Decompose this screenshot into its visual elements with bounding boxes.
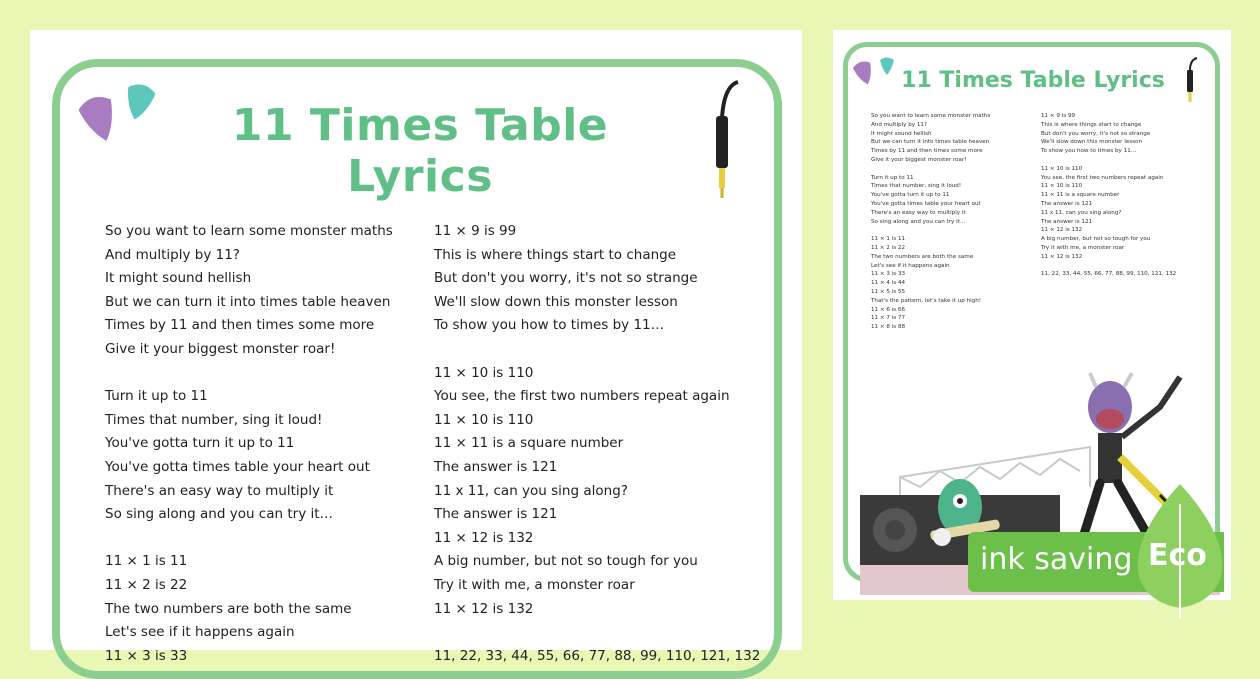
lyric-line: Times by 11 and then times some more xyxy=(105,317,375,334)
lyric-line: There's an easy way to multiply it xyxy=(871,209,966,216)
lyric-line: But we can turn it into times table heaven xyxy=(105,293,391,310)
stanza-gap xyxy=(1041,262,1211,271)
lyric-line: 11 × 6 is 66 xyxy=(871,306,906,313)
lyric-line: So you want to learn some monster maths xyxy=(105,223,393,239)
lyric-line: You've gotta times table your heart out xyxy=(105,458,370,475)
stanza-gap xyxy=(434,338,764,362)
lyric-line: 11 × 12 is 132 xyxy=(434,600,534,617)
lyric-line: Give it your biggest monster roar! xyxy=(871,156,967,163)
lyric-line: So you want to learn some monster maths xyxy=(871,113,991,119)
stanza-gap xyxy=(105,527,425,551)
lyric-line: You've gotta times table your heart out xyxy=(871,200,981,207)
preview-pick-purple-icon xyxy=(853,60,875,86)
preview-cable-icon xyxy=(1183,56,1199,104)
lyric-line: You've gotta turn it up to 11 xyxy=(871,192,950,199)
lyric-line: 11 x 11, can you sing along? xyxy=(434,482,628,499)
lyric-line: The two numbers are both the same xyxy=(105,600,352,617)
lyric-line: And multiply by 11? xyxy=(871,121,927,128)
lyric-line: Times by 11 and then times some more xyxy=(871,148,983,155)
lyric-line: This is where things start to change xyxy=(1041,121,1142,128)
preview-lyrics-right xyxy=(1041,112,1211,279)
lyric-line: You've gotta turn it up to 11 xyxy=(105,435,295,452)
lyric-line: That's the pattern, let's take it up high! xyxy=(871,297,982,304)
lyric-line: 11 × 10 is 110 xyxy=(434,364,534,381)
lyric-line: A big number, but not so tough for you xyxy=(434,553,698,570)
preview-lyrics-left xyxy=(871,112,1031,332)
guitar-pick-teal-icon xyxy=(122,82,156,122)
lyric-line: It might sound hellish xyxy=(105,270,252,287)
lyric-line: But we can turn it into times table heaven xyxy=(871,139,990,146)
lyric-line: 11 × 3 is 33 xyxy=(105,647,188,664)
lyric-line: To show you how to times by 11… xyxy=(434,317,665,334)
preview-title: 11 Times Table Lyrics xyxy=(901,68,1165,93)
lyric-line: Turn it up to 11 xyxy=(871,174,914,181)
lyric-line: 11 × 7 is 77 xyxy=(871,315,906,322)
ink-saving-label: ink saving xyxy=(980,542,1133,577)
lyric-line: So sing along and you can try it… xyxy=(105,506,334,523)
lyric-line: 11 × 5 is 55 xyxy=(871,288,906,295)
lyric-line: The answer is 121 xyxy=(434,506,558,523)
lyric-line: 11 × 10 is 110 xyxy=(434,411,534,428)
lyric-line: The answer is 121 xyxy=(1041,218,1093,225)
lyric-line: But don't you worry, it's not so strange xyxy=(1041,130,1151,137)
stanza-gap xyxy=(434,621,764,645)
lyric-line: Turn it up to 11 xyxy=(105,388,208,405)
lyrics-right-column xyxy=(434,220,764,668)
lyric-line: 11 × 9 is 99 xyxy=(434,223,517,239)
lyric-line: We'll slow down this monster lesson xyxy=(434,293,678,310)
lyric-line: This is where things start to change xyxy=(434,246,677,263)
lyric-line: 11 × 2 is 22 xyxy=(105,576,188,593)
lyric-line: It might sound hellish xyxy=(871,130,932,137)
lyric-line: And multiply by 11? xyxy=(105,246,240,263)
lyric-line: 11 × 3 is 33 xyxy=(871,271,906,278)
lyric-line: But don't you worry, it's not so strange xyxy=(434,270,698,287)
lyric-line: 11 × 10 is 110 xyxy=(1041,165,1083,172)
main-lyrics-sheet xyxy=(30,30,802,664)
lyric-line: 11 × 12 is 132 xyxy=(434,529,534,546)
lyric-line: The answer is 121 xyxy=(1041,200,1093,207)
page-title: 11 Times Table Lyrics xyxy=(231,100,609,202)
lyric-line: Give it your biggest monster roar! xyxy=(105,340,336,357)
lyric-line: 11 × 9 is 99 xyxy=(1041,113,1076,119)
lyric-line: 11 × 11 is a square number xyxy=(1041,192,1120,199)
lyric-line: Let's see if it happens again xyxy=(871,262,950,269)
lyric-line: Times that number, sing it loud! xyxy=(871,183,962,190)
lyric-line: To show you how to times by 11… xyxy=(1041,148,1137,155)
lyric-line: The answer is 121 xyxy=(434,458,558,475)
stanza-gap xyxy=(871,226,1031,235)
lyric-line: 11 × 2 is 22 xyxy=(871,244,906,251)
lyric-line: 11 × 12 is 132 xyxy=(1041,227,1083,234)
lyric-line: We'll slow down this monster lesson xyxy=(1041,139,1143,146)
lyric-line: A big number, but not so tough for you xyxy=(1041,236,1151,243)
lyric-line: 11 × 1 is 11 xyxy=(105,553,188,570)
lyric-line: Try it with me, a monster roar xyxy=(1041,244,1125,251)
lyric-line: The two numbers are both the same xyxy=(871,253,974,260)
lyric-line: 11 × 1 is 11 xyxy=(871,236,906,243)
eco-label: Eco xyxy=(1148,538,1207,573)
lyric-line: Try it with me, a monster roar xyxy=(434,576,635,593)
lyric-line: 11, 22, 33, 44, 55, 66, 77, 88, 99, 110, 121, 132 xyxy=(1041,271,1177,278)
lyric-line: Times that number, sing it loud! xyxy=(105,411,323,428)
lyric-line: 11 × 10 is 110 xyxy=(1041,183,1083,190)
lyric-line: 11 × 11 is a square number xyxy=(434,435,624,452)
audio-cable-icon xyxy=(704,78,744,203)
guitar-pick-purple-icon xyxy=(78,94,120,144)
lyric-line: 11 x 11, can you sing along? xyxy=(1041,209,1122,216)
stanza-gap xyxy=(871,165,1031,174)
lyric-line: You see, the first two numbers repeat again xyxy=(434,388,730,405)
lyric-line: There's an easy way to multiply it xyxy=(105,482,334,499)
lyric-line: So sing along and you can try it… xyxy=(871,218,966,225)
lyric-line: You see, the first two numbers repeat again xyxy=(1041,174,1164,181)
lyric-line: 11 × 8 is 88 xyxy=(871,324,906,331)
lyric-line: 11 × 4 is 44 xyxy=(871,280,906,287)
lyric-line: 11 × 12 is 132 xyxy=(1041,253,1083,260)
stanza-gap xyxy=(1041,156,1211,165)
stanza-gap xyxy=(105,362,425,386)
lyric-line: 11, 22, 33, 44, 55, 66, 77, 88, 99, 110, 121, 132 xyxy=(434,647,761,664)
lyric-line: Let's see if it happens again xyxy=(105,624,295,641)
lyrics-left-column xyxy=(105,220,425,668)
